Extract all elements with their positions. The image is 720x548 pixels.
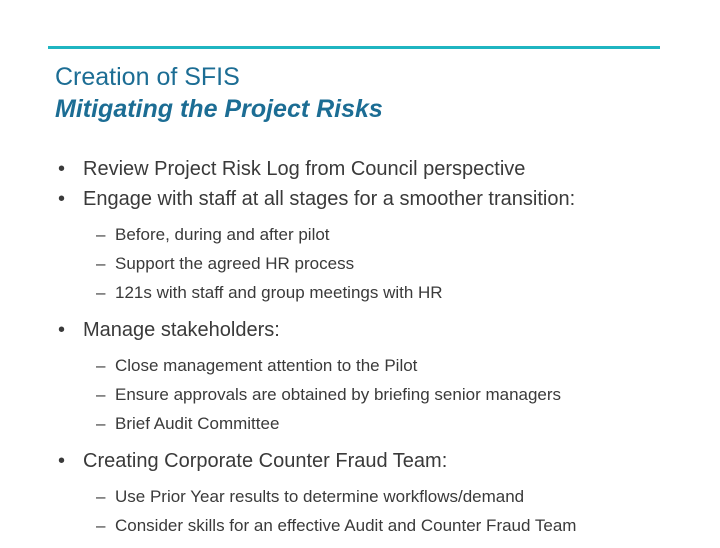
dash-icon: – [96,516,106,535]
slide-subtitle: Mitigating the Project Risks [55,95,383,123]
sub-bullet-item [96,220,698,249]
bullet-item [58,184,698,214]
sub-bullet-item [96,511,698,540]
sub-bullet-item [96,482,698,511]
sub-bullet-item [96,380,698,409]
bullet-icon: • [58,188,66,210]
dash-icon: – [96,225,106,244]
sub-bullet-list [96,351,698,438]
bullet-text: Review Project Risk Log from Council perspective [83,158,526,180]
sub-bullet-text: Ensure approvals are obtained by briefing senior managers [115,385,562,404]
bullet-text: Creating Corporate Counter Fraud Team: [83,450,448,472]
slide-title [55,62,383,126]
dash-icon: – [96,356,106,375]
dash-icon: – [96,414,106,433]
sub-bullet-text: Close management attention to the Pilot [115,356,418,375]
slide-title-main: Creation of SFIS [55,63,240,91]
title-divider-line [48,46,660,49]
dash-icon: – [96,487,106,506]
dash-icon: – [96,283,106,302]
sub-bullet-item [96,249,698,278]
bullet-text: Manage stakeholders: [83,319,280,341]
sub-bullet-list [96,220,698,307]
bullet-icon: • [58,319,66,341]
sub-bullet-item [96,278,698,307]
sub-bullet-item [96,351,698,380]
bullet-text: Engage with staff at all stages for a smoother transition: [83,188,576,210]
sub-bullet-item [96,409,698,438]
bullet-icon: • [58,450,66,472]
sub-bullet-text: Support the agreed HR process [115,254,355,273]
bullet-icon: • [58,158,66,180]
sub-bullet-list [96,482,698,540]
sub-bullet-text: Before, during and after pilot [115,225,330,244]
bullet-item [58,154,698,184]
bullet-item [58,315,698,345]
dash-icon: – [96,385,106,404]
sub-bullet-text: Brief Audit Committee [115,414,280,433]
sub-bullet-text: 121s with staff and group meetings with HR [115,283,443,302]
sub-bullet-text: Use Prior Year results to determine workflows/demand [115,487,525,506]
dash-icon: – [96,254,106,273]
sub-bullet-text: Consider skills for an effective Audit and Counter Fraud Team [115,516,577,535]
bullet-item [58,446,698,476]
slide-body [58,154,698,548]
